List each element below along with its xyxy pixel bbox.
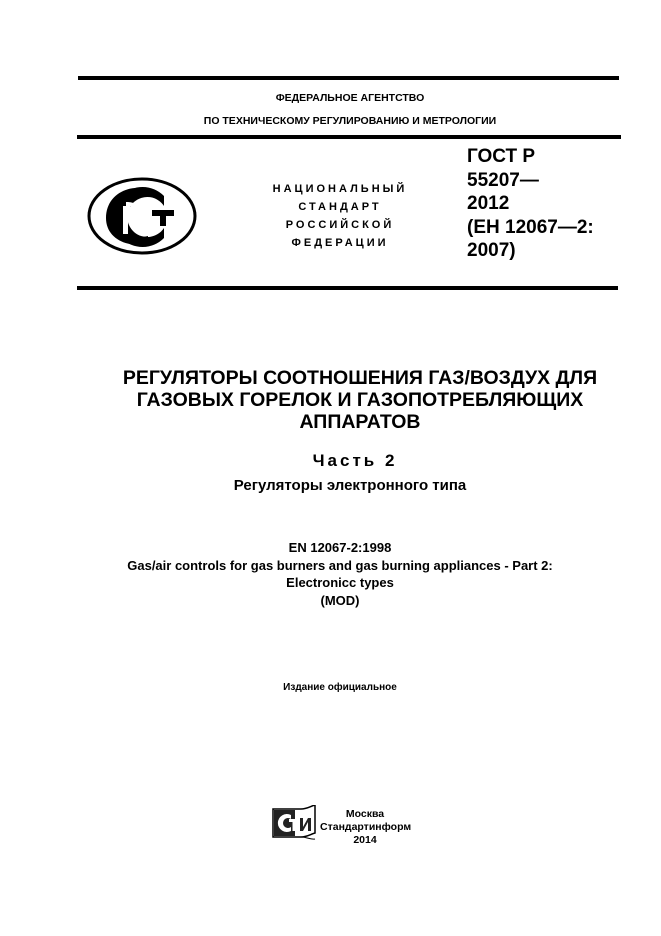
publisher-city: Москва	[345, 808, 385, 820]
publisher-info	[320, 808, 410, 847]
standartinform-logo-icon	[271, 805, 317, 841]
national-line-2: СТАНДАРТ	[298, 201, 382, 213]
title-line-2: ГАЗОВЫХ ГОРЕЛОК И ГАЗОПОТРЕБЛЯЮЩИХ	[136, 389, 584, 411]
title-line-3: АППАРАТОВ	[299, 411, 421, 433]
publisher-year: 2014	[353, 834, 377, 846]
en-title-cont: Electronicc types	[286, 575, 394, 590]
standard-designation	[467, 145, 594, 263]
en-modification: (MOD)	[320, 592, 360, 608]
header-rule	[77, 135, 621, 139]
designation-line-4: (ЕН 12067—2:	[467, 216, 594, 238]
agency-line-1: ФЕДЕРАЛЬНОЕ АГЕНТСТВО	[275, 92, 425, 104]
agency-header	[70, 87, 630, 133]
agency-line-2: ПО ТЕХНИЧЕСКОМУ РЕГУЛИРОВАНИЮ И МЕТРОЛОГИИ	[203, 115, 497, 127]
national-line-3: РОССИЙСКОЙ	[285, 219, 395, 231]
document-title	[90, 367, 630, 433]
top-rule	[78, 76, 619, 80]
part-number: Часть 2	[312, 451, 398, 470]
part-subtitle: Регуляторы электронного типа	[233, 477, 467, 494]
publisher-name: Стандартинформ	[320, 821, 412, 833]
designation-line-1: ГОСТ Р	[467, 146, 536, 167]
designation-line-3: 2012	[467, 193, 510, 214]
national-line-1: НАЦИОНАЛЬНЫЙ	[272, 183, 408, 195]
gost-r-certification-mark-icon	[86, 176, 198, 256]
designation-line-5: 2007)	[467, 240, 516, 261]
title-rule	[77, 286, 618, 290]
designation-line-2: 55207—	[467, 169, 539, 191]
title-line-1: РЕГУЛЯТОРЫ СООТНОШЕНИЯ ГАЗ/ВОЗДУХ ДЛЯ	[122, 367, 598, 389]
en-code: EN 12067-2:1998	[288, 540, 392, 555]
national-standard-label	[255, 180, 425, 252]
en-title: Gas/air controls for gas burners and gas burning appliances - Part 2:	[127, 557, 553, 573]
edition-label: Издание официальное	[283, 682, 397, 693]
national-line-4: ФЕДЕРАЦИИ	[291, 237, 389, 249]
english-reference	[70, 539, 610, 609]
